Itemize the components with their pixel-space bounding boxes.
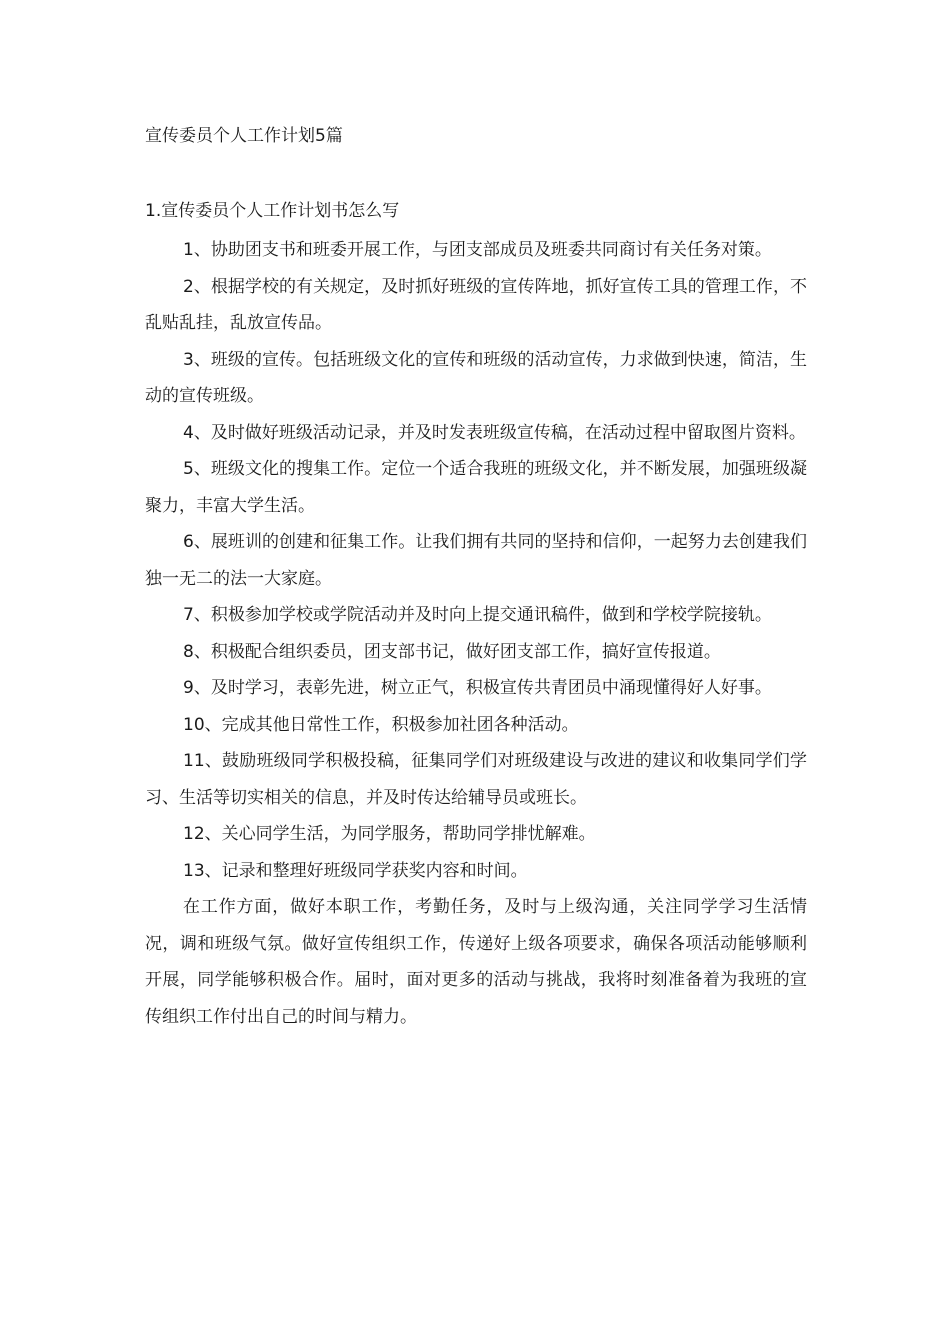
paragraph-10: 10、完成其他日常性工作，积极参加社团各种活动。 [183,714,579,735]
paragraph-3: 3、班级的宣传。包括班级文化的宣传和班级的活动宣传，力求做到快速，简洁，生动的宣传班级。 [145,349,807,406]
section-heading: 1.宣传委员个人工作计划书怎么写 [145,201,400,221]
paragraph-12: 12、关心同学生活，为同学服务，帮助同学排忧解难。 [183,824,596,844]
paragraph-11: 11、鼓励班级同学积极投稿，征集同学们对班级建设与改进的建议和收集同学们学习、生活等切实相关的信息，并及时传达给辅导员或班长。 [145,751,807,808]
paragraph-9: 9、及时学习，表彰先进，树立正气，积极宣传共青团员中涌现懂得好人好事。 [183,678,772,698]
paragraph-4: 4、及时做好班级活动记录，并及时发表班级宣传稿，在活动过程中留取图片资料。 [183,422,806,443]
paragraph-5: 5、班级文化的搜集工作。定位一个适合我班的班级文化，并不断发展，加强班级凝聚力，丰富大学生活。 [145,459,807,516]
paragraph-summary: 在工作方面，做好本职工作，考勤任务，及时与上级沟通，关注同学学习生活情况，调和班级气氛。做好宣传组织工作，传递好上级各项要求，确保各项活动能够顺利开展，同学能够积极合作。届时，面对更多的活动与挑战，我将时刻准备着为我班的宣传组织工作付出自己的时间与精力。 [145,897,807,1027]
paragraph-8: 8、积极配合组织委员，团支部书记，做好团支部工作，搞好宣传报道。 [183,641,721,662]
paragraph-1: 1、协助团支书和班委开展工作，与团支部成员及班委共同商讨有关任务对策。 [183,240,772,260]
paragraph-2: 2、根据学校的有关规定，及时抓好班级的宣传阵地，抓好宣传工具的管理工作，不乱贴乱挂，乱放宣传品。 [145,276,807,333]
paragraph-7: 7、积极参加学校或学院活动并及时向上提交通讯稿件，做到和学校学院接轨。 [183,605,772,625]
document-body [145,232,807,1035]
paragraph-13: 13、记录和整理好班级同学获奖内容和时间。 [183,860,528,881]
paragraph-6: 6、展班训的创建和征集工作。让我们拥有共同的坚持和信仰，一起努力去创建我们独一无二的法一大家庭。 [145,532,807,589]
document-title: 宣传委员个人工作计划5篇 [145,126,343,146]
